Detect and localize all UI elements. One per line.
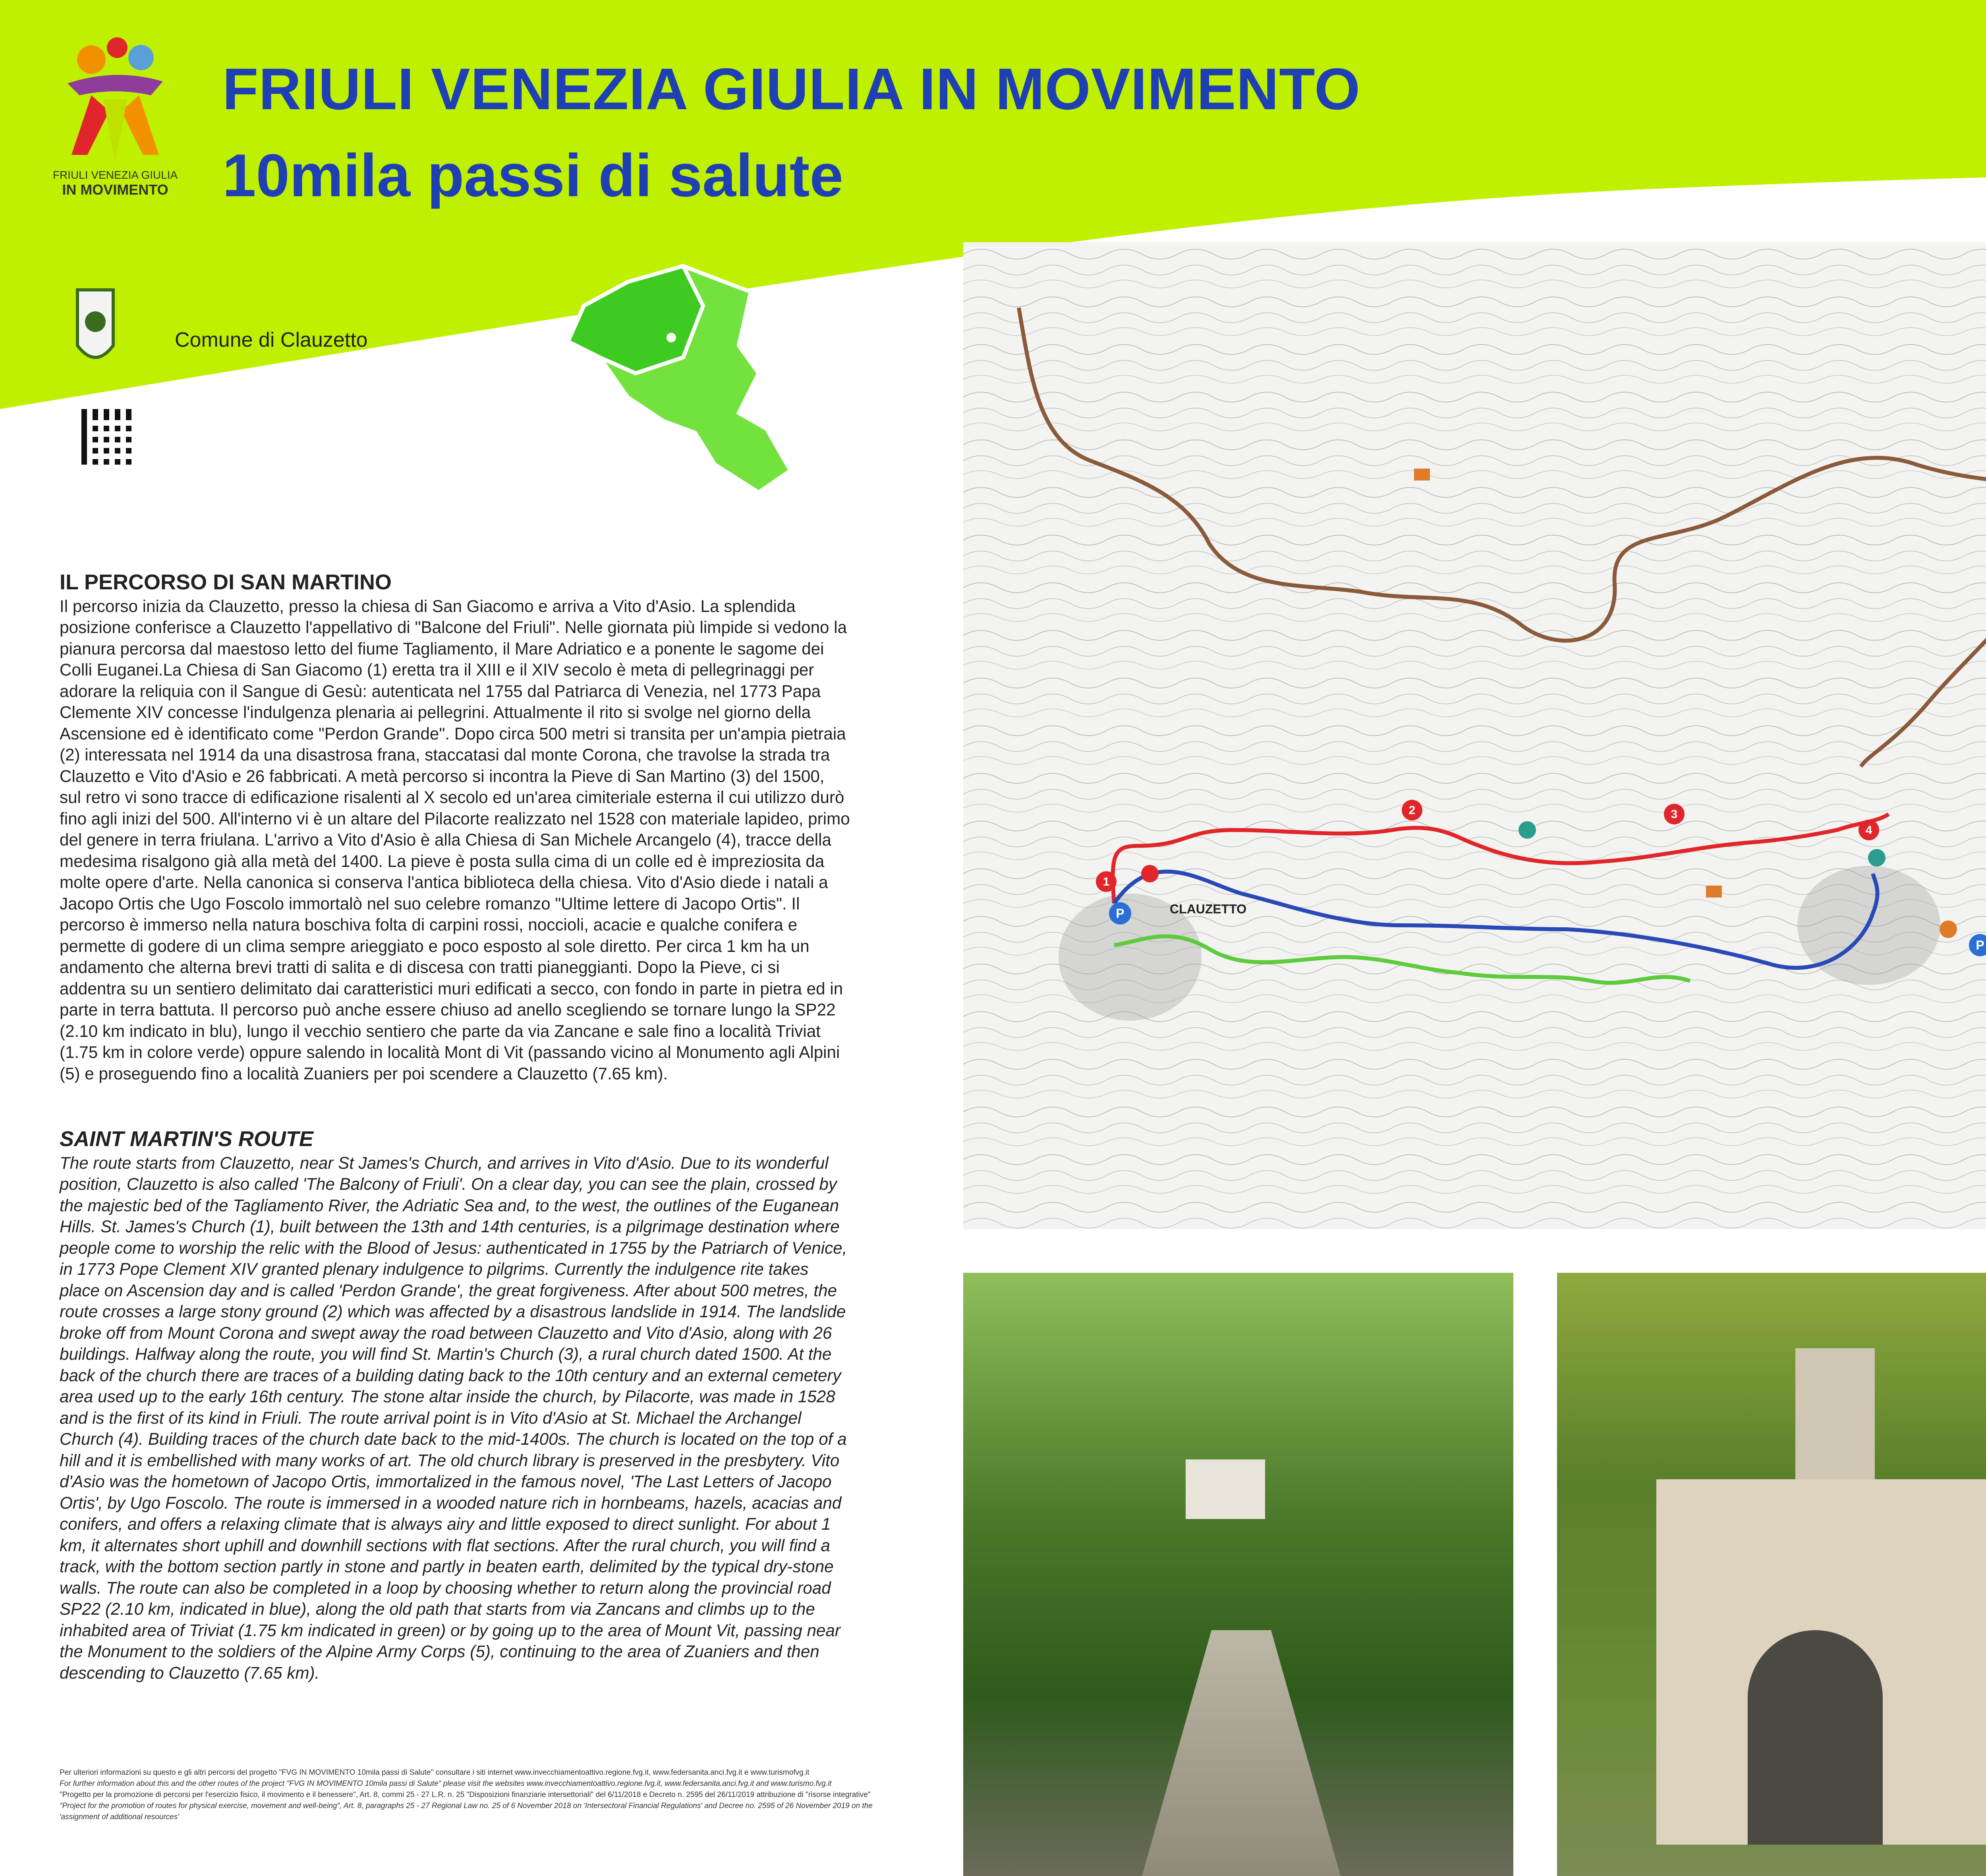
photo-forest-chapel bbox=[963, 1273, 1513, 1876]
poi-4-marker bbox=[1858, 820, 1879, 840]
lookout-icon bbox=[1940, 921, 1957, 938]
page-subtitle: 10mila passi di salute bbox=[222, 142, 843, 209]
poi-1-marker bbox=[1096, 871, 1117, 892]
footer-line1: Per ulteriori informazioni su questo e gli altri percorsi del progetto "FVG IN MOVIMENTO 10mila passi di Salute" consultare i siti internet www.invecchiamentoattivo.regione.fvg.it, www.federsanita.anci.fvg.it e www.turismofvg.it bbox=[60, 1768, 809, 1777]
poi-3-marker bbox=[1664, 804, 1685, 824]
svg-text:P: P bbox=[1976, 938, 1984, 952]
map-place-label: CLAUZETTO bbox=[1170, 902, 1247, 916]
region-locator-map bbox=[552, 254, 854, 512]
footer-line2: For further information about this and the other routes of the project "FVG IN MOVIMENTO 10mila passi di Salute" please visit the websites www.invecchiamentoattivo.regione.fvg.it, www.federsanita.anci.fvg.it and www.turismo.fvg.it bbox=[60, 1779, 832, 1788]
rest-area-icon bbox=[1414, 469, 1430, 481]
you-are-here-icon bbox=[1141, 865, 1159, 882]
english-heading: SAINT MARTIN'S ROUTE bbox=[60, 1127, 313, 1151]
brand-logo bbox=[44, 36, 187, 203]
commune-crest bbox=[73, 286, 117, 373]
parking-icon bbox=[1109, 902, 1131, 924]
poi-3-label: 3 bbox=[1671, 808, 1678, 821]
qr-code[interactable] bbox=[81, 409, 137, 465]
brand-logo-line2: IN MOVIMENTO bbox=[62, 181, 168, 198]
italian-text: Il percorso inizia da Clauzetto, presso la chiesa di San Giacomo e arriva a Vito d'Asio. La splendida posizione conferisce a Clauzetto l'appellativo di "Balcone del Friuli". Nelle giornata più limpide si vedono la pianura percorsa dal maestoso letto del fiume Tagliamento, il Mare Adriatico e a ponente le sagome dei Colli Euganei.La Chiesa di San Giacomo (1) eretta tra il XIII e il XIV secolo è meta di pellegrinaggi per adorare la reliquia con il Sangue di Gesù: autenticata nel 1755 dal Patriarca di Venezia, nel 1773 Papa Clemente XIV concesse l'indulgenza plenaria ai pellegrini. Attualmente il rito si svolge nel giorno della Ascensione ed è identificato come "Perdon Grande". Dopo circa 500 metri si transita per un'ampia pietraia (2) interessata nel 1914 da una disastrosa frana, staccatasi dal monte Corona, che travolse la strada tra Clauzetto e Vito d'Asio e 26 fabbricati. A metà percorso si incontra la Pieve di San Martino (3) del 1500, sul retro vi sono tracce di edificazione risalenti al X secolo ed un'area cimiteriale esterna il cui utilizzo durò fino agli inizi del 500. All'interno vi è un altare del Pilacorte realizzato nel 1528 con materiale lapideo, primo del genere in terra friulana. L'arrivo a Vito d'Asio è alla Chiesa di San Michele Arcangelo (4), tracce della medesima risalgono già alla metà del 1400. La pieve è posta sulla cima di un colle ed è impreziosita da molte opere d'arte. Nella canonica si conserva l'antica biblioteca della chiesa. Vito d'Asio diede i natali a Jacopo Ortis che Ugo Foscolo immortalò nel suo celebre romanzo "Ultime lettere di Jacopo Ortis". Il percorso è immerso nella natura boschiva folta di carpini rossi, noccioli, acacie e qualche conifera e permette di godere di un clima sempre arieggiato e poco esposto al sole diretto. Per circa 1 km ha un andamento che alterna brevi tratti di salita e di discesa con tratti pianeggianti. Dopo la Pieve, ci si addentra su un sentiero delimitato dai caratteristici muri edificati a secco, con fondo in parte in pietra ed in parte in terra battuta. Il percorso può anche essere chiuso ad anello scegliendo se tornare lungo la SP22 (2.10 km indicato in blu), lungo il vecchio sentiero che parte da via Zancane e sale fino a località Triviat (1.75 km in colore verde) oppure salendo in località Mont di Vit (passando vicino al Monumento agli Alpini (5) e proseguendo fino a località Zuaniers per poi scendere a Clauzetto (7.65 km). bbox=[60, 596, 850, 1083]
svg-text:P: P bbox=[1116, 906, 1124, 921]
photo-stone-church bbox=[1557, 1273, 1986, 1876]
brand-logo-line1: FRIULI VENEZIA GIULIA bbox=[52, 169, 178, 181]
italian-section bbox=[60, 572, 850, 1084]
route-map bbox=[963, 242, 1986, 1229]
worship-icon bbox=[1518, 821, 1536, 839]
poi-2-label: 2 bbox=[1408, 804, 1416, 817]
poi-2-marker bbox=[1402, 800, 1422, 820]
footer-notes bbox=[60, 1767, 894, 1823]
poi-1-label: 1 bbox=[1103, 875, 1110, 888]
worship-icon bbox=[1868, 849, 1886, 867]
commune-name: Comune di Clauzetto bbox=[175, 328, 368, 351]
footer-line3: "Progetto per la promozione di percorsi per l'esercizio fisico, il movimento e il benessere", Art. 8, commi 25 - 27 L.R. n. 25 "Disposizioni finanziarie intersettoriali" del 6/11/2018 e Decreto n. 2595 del 26/11/2019 attribuzione di "risorse integrative" bbox=[60, 1791, 871, 1799]
poi-4-label: 4 bbox=[1865, 824, 1872, 837]
italian-heading: IL PERCORSO DI SAN MARTINO bbox=[60, 570, 392, 594]
footer-line4: "Project for the promotion of routes for physical exercise, movement and well-being", Art. 8, paragraphs 25 - 27 Regional Law no. 25 of 6 November 2018 on 'Intersectoral Financial Regulations' and Decree no. 2595 of 26 November 2019 on the 'assignment of additional resources' bbox=[60, 1802, 873, 1821]
english-text: The route starts from Clauzetto, near St James's Church, and arrives in Vito d'Asio. Due to its wonderful position, Clauzetto is also called 'The Balcony of Friuli'. On a clear day, you can see the plain, crossed by the majestic bed of the Tagliamento River, the Adriatic Sea and, to the west, the outlines of the Euganean Hills. St. James's Church (1), built between the 13th and 14th centuries, is a pilgrimage destination where people come to worship the relic with the Blood of Jesus: authenticated in 1755 by the Patriarch of Venice, in 1773 Pope Clement XIV granted plenary indulgence to pilgrims. Currently the indulgence rite takes place on Ascension day and is called 'Perdon Grande', the great forgiveness. After about 500 metres, the route crosses a large stony ground (2) which was affected by a disastrous landslide in 1914. The landslide broke off from Mount Corona and swept away the road between Clauzetto and Vito d'Asio, along with 26 buildings. Halfway along the route, you will find St. Martin's Church (3), a rural church dated 1500. At the back of the church there are traces of a building dating back to the 10th century and an external cemetery area used up to the early 16th century. The stone altar inside the church, by Pilacorte, was made in 1528 and is the first of its kind in Friuli. The route arrival point is in Vito d'Asio at St. Michael the Archangel Church (4). Building traces of the church date back to the mid-1400s. The church is located on the top of a hill and it is embellished with many works of art. The old church library is preserved in the presbytery. Vito d'Asio was the hometown of Jacopo Ortis, immortalized in the famous novel, 'The Last Letters of Jacopo Ortis', by Ugo Foscolo. The route is immersed in a wooded nature rich in hornbeams, hazels, acacias and conifers, and offers a relaxing climate that is always airy and little exposed to direct sunlight. For about 1 km, it alternates short uphill and downhill sections with flat sections. After the rural church, you will find a track, with the bottom section partly in stone and partly in beaten earth, delimited by the typical dry-stone walls. The route can also be completed in a loop by choosing whether to return along the provincial road SP22 (2.10 km, indicated in blue), along the old path that starts from via Zancans and climbs up to the inhabited area of Triviat (1.75 km indicated in green) or by going up to the area of Mount Vit, passing near the Monument to the soldiers of the Alpine Army Corps (5), continuing to the area of Zuaniers and then descending to Clauzetto (7.65 km). bbox=[60, 1153, 847, 1682]
rest-area-icon bbox=[1706, 886, 1722, 897]
english-section bbox=[60, 1129, 850, 1683]
page-title: FRIULI VENEZIA GIULIA IN MOVIMENTO bbox=[222, 56, 1361, 122]
